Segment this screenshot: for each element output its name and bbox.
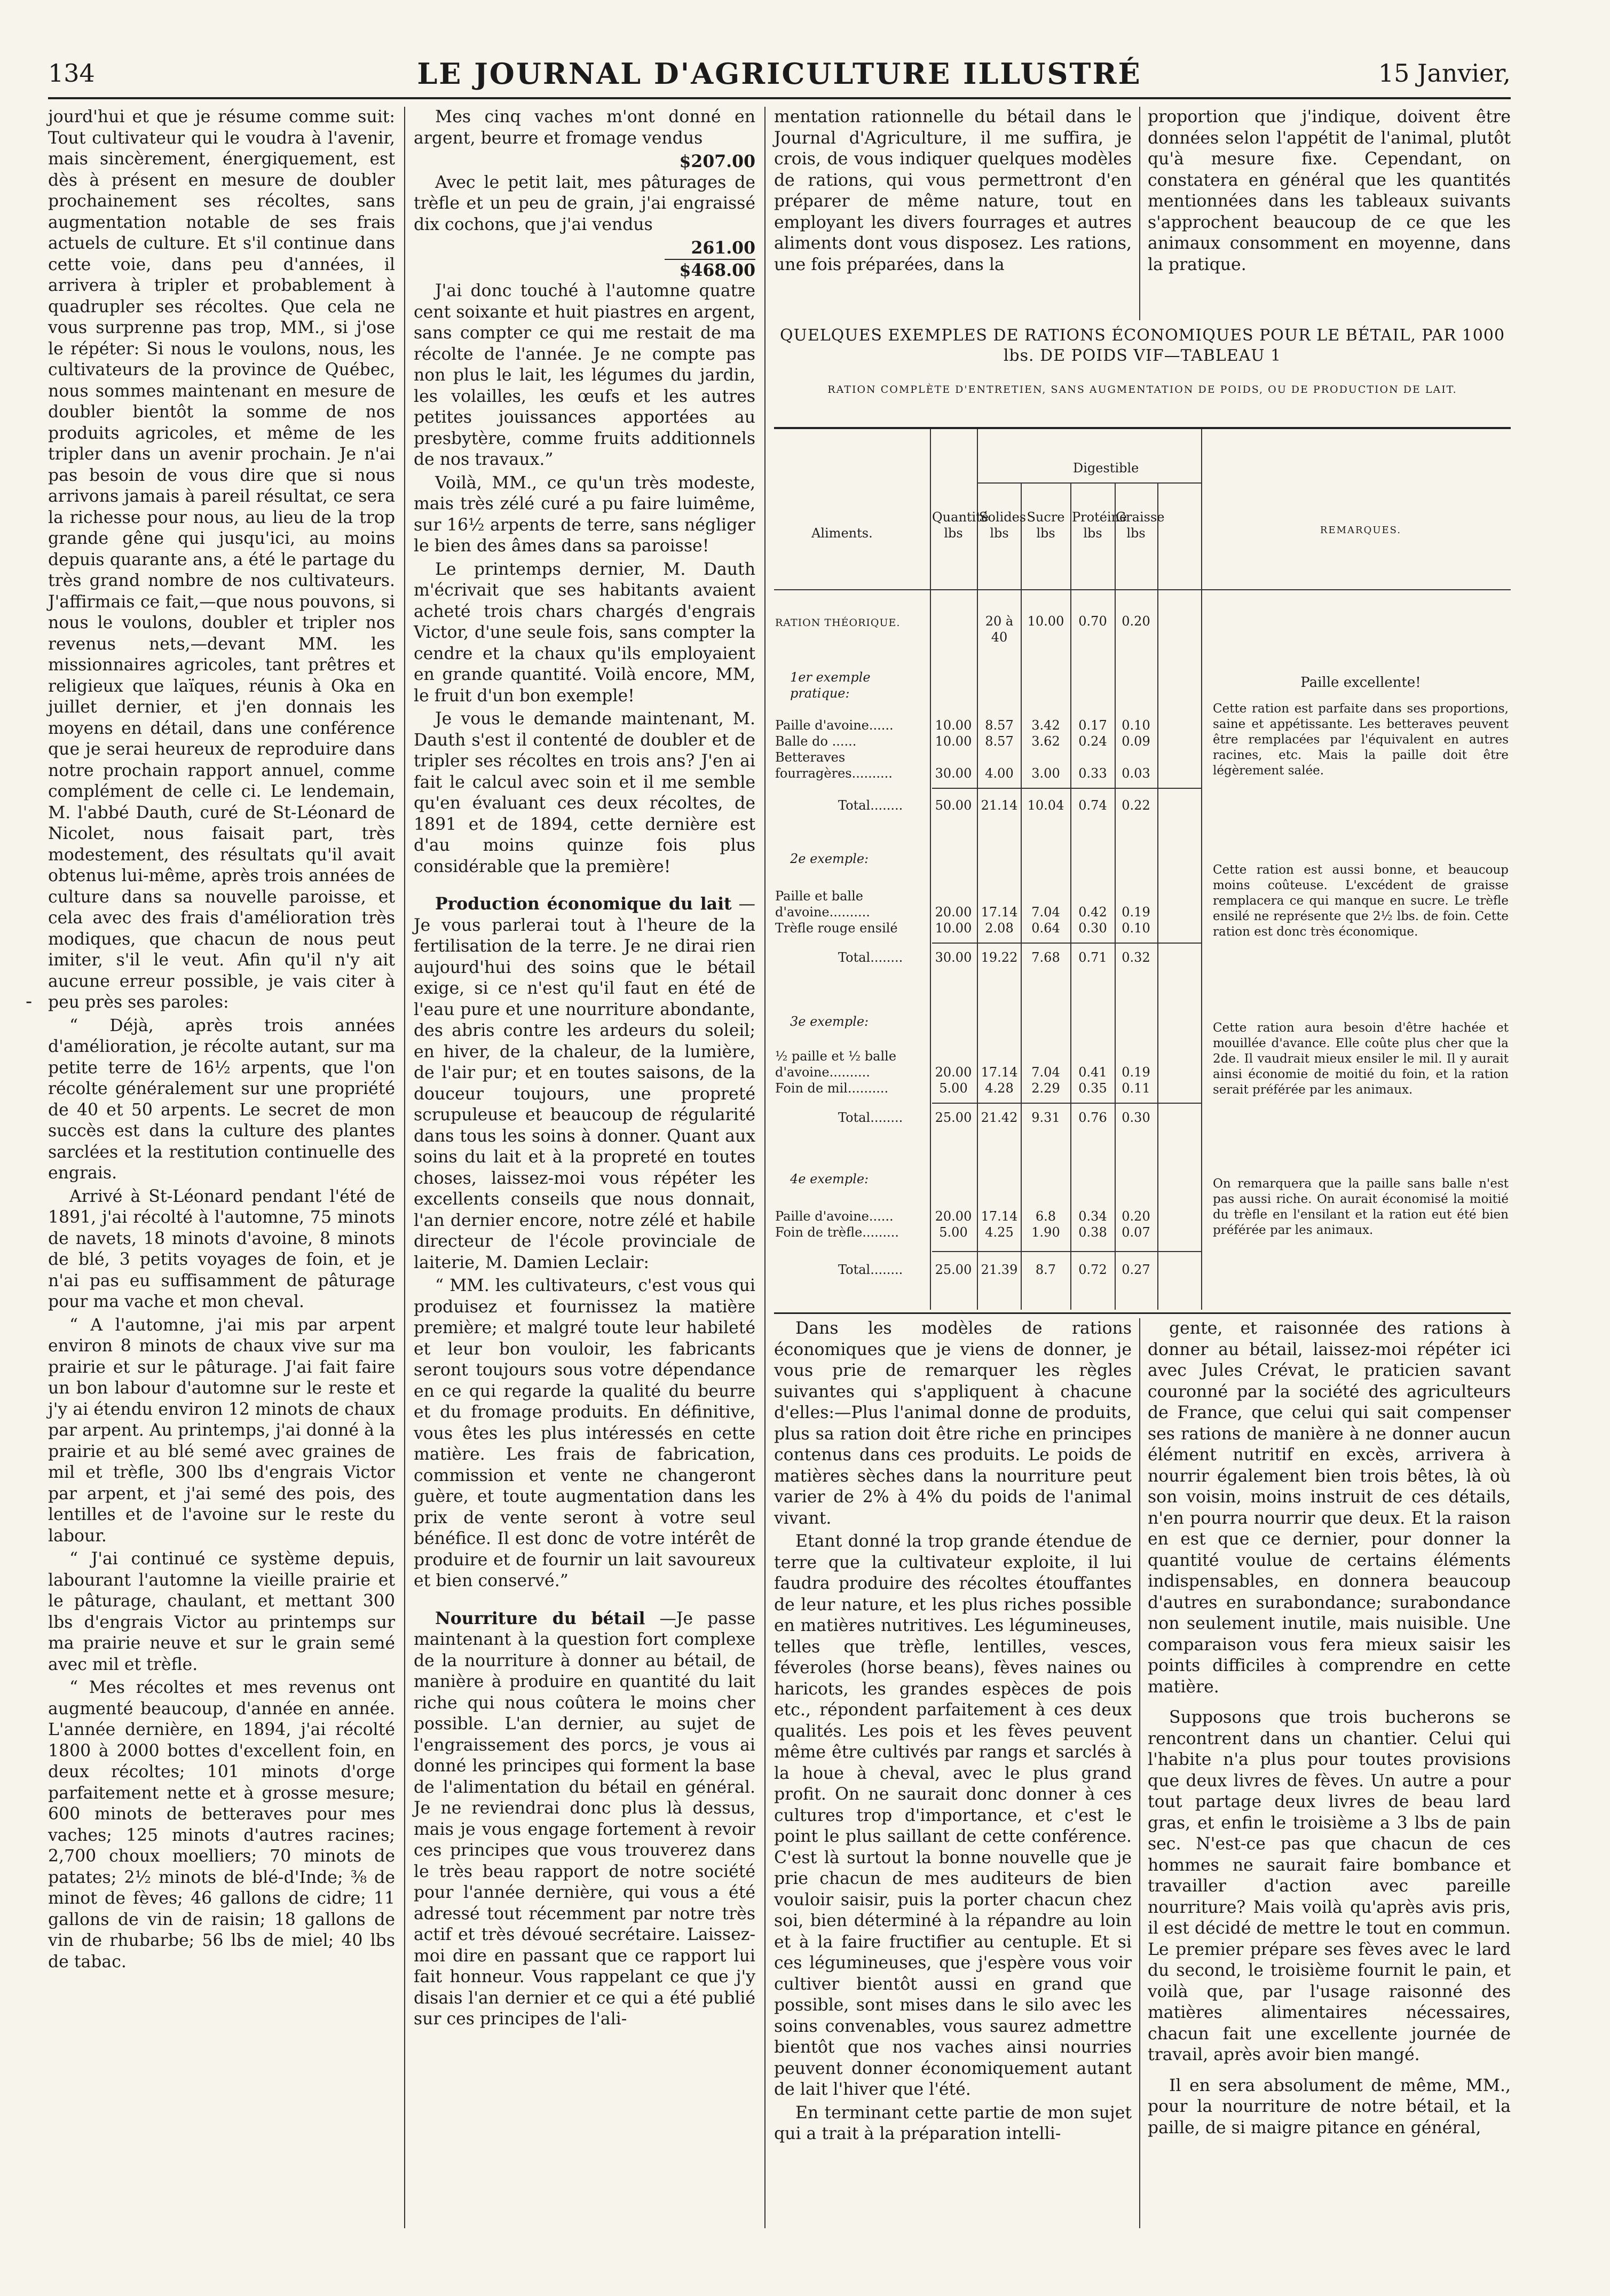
theory-label: RATION THÉORIQUE. — [775, 617, 901, 629]
paragraph: Etant donné la trop grande étendue de terre que la cultivateur exploite, il lui faudra produire des récoltes étouffantes de leur nature, et les plus riches possible en matières nutritives. Les légumineuses, telles que trèfle, lentilles, vesces, féveroles (horse beans), fèves naines ou haricots, les grandes espèces de pois etc., répondent parfaitement à ces deux qualités. Les pois et les fèves peuvent même être cultivés par rangs et sarclés à la houe à cheval, avec le plus grand profit. On ne saurait donc donner à ces cultures trop d'importance, et c'est le point le plus saillant de cette conférence. C'est là surtout la bonne nouvelle que je prie chacun de mes auditeurs de bien vouloir saisir, puis la porter chacun chez soi, bien déterminé à la répandre au loin et à la faire fructifier au centuple. Et si ces légumineuses, que j'espère vous voir cultiver bientôt aussi en grand que possible, sont mises dans le silo avec les soins convenables, vous saurez admettre bientôt que nos vaches ainsi nourries peuvent donner économiquement autant de lait l'hiver que l'été. — [774, 1532, 1132, 2099]
amount-line: 261.00 — [691, 238, 755, 258]
example-label: 3e exemple: — [790, 1014, 869, 1029]
paragraph: En terminant cette partie de mon sujet qui a trait à la préparation intelli- — [774, 2103, 1132, 2143]
paragraph: Production économique du lait —Je vous parlerai tout à l'heure de la fertilisation de la terre. Je ne dirai rien aujourd'hui des soins que le bétail exige, si ce n'est qu'il faut en été de l'eau pure et une nourriture abondante, des abris contre les ardeurs du soleil; en hiver, de la chaleur, de la lumière, de l'air pur; et en toutes saisons, de la douceur toujours, une propreté scrupuleuse et beaucoup de régularité dans tous les soins à donner. Quant aux soins du lait et à la propreté en toutes choses, laissez-moi vous répéter les excellents conseils que nous donnait, l'an dernier encore, notre zélé et habile directeur de l'école provinciale de laiterie, M. Damien Leclair: — [414, 894, 756, 1272]
table-title: QUELQUES EXEMPLES DE RATIONS ÉCONOMIQUES POUR LE BÉTAIL, PAR 1000 lbs. DE POIDS VIF—TABLEAU 1 — [779, 326, 1505, 365]
example-label: 2e exemple: — [790, 851, 869, 866]
column-1 — [48, 107, 395, 1975]
remark: On remarquera que la paille sans balle n'est pas aussi riche. On aurait économisé la moitié du trèfle en l'ensilant et la ration eut été bien préférée par les animaux. — [1213, 1177, 1509, 1237]
header-remarques: REMARQUES. — [1320, 525, 1402, 536]
header-rule — [48, 97, 1511, 99]
column-4-bottom — [1148, 1318, 1511, 2141]
header-quantite: Quantité lbs — [932, 510, 989, 541]
column-4-top — [1148, 107, 1511, 278]
page-header — [48, 48, 1511, 91]
paragraph: “ Mes récoltes et mes revenus ont augmenté beaucoup, d'année en année. L'année dernière, en 1894, j'ai récolté 1800 à 2000 bottes d'excellent foin, en deux récoltes; 101 minots d'orge parfaitement nette et à grosse mesure; 600 minots de betteraves pour mes vaches; 125 minots d'autres racines; 2,700 choux moelliers; 70 minots de patates; 2½ minots de blé-d'Inde; ⅜ de minot de fèves; 46 gallons de cidre; 11 gallons de vin de raisin; 18 gallons de vin de rhubarbe; 56 lbs de miel; 40 lbs de tabac. — [48, 1678, 395, 1972]
paragraph: Je vous le demande maintenant, M. Dauth s'est il contenté de doubler et de tripler ses récoltes en trois ans? J'en ai fait le calcul avec soin et il me semble qu'en évaluant ces deux récoltes, de 1891 et de 1894, cette dernière est d'au moins quinze fois plus considérable que la première! — [414, 709, 755, 876]
amount-line: $207.00 — [679, 152, 755, 171]
example-label: 1er exemple pratique: — [790, 670, 871, 701]
column-2 — [414, 107, 755, 2032]
header-proteine: Protéine lbs — [1072, 510, 1127, 541]
paragraph: “ A l'automne, j'ai mis par arpent environ 8 minots de chaux vive sur ma prairie et sur le pâturage. J'ai fait faire un bon labour d'automne sur le reste et j'y ai étendu environ 12 minots de chaux par arpent. Au printemps, j'ai donné à la prairie et au blé semé avec graines de mil et trèfle, 300 lbs d'engrais Victor par arpent, et j'ai semé des pois, des lentilles et de l'avoine sur le reste du labour. — [48, 1315, 395, 1546]
paragraph: “ J'ai continué ce système depuis, labourant l'automne la vieille prairie et le pâturage, chaulant, et mettant 300 lbs d'engrais Victor au printemps sur ma prairie neuve et sur le grain semé avec mil et trèfle. — [48, 1549, 395, 1674]
remark: Cette ration aura besoin d'être hachée et mouillée d'avance. Elle coûte plus cher que la 2de. Il vaudrait mieux ensiler le mil. Il y aurait ainsi économie de moitié du foin, et la ration serait préférée par les animaux. — [1213, 1021, 1509, 1097]
column-3-top — [774, 107, 1132, 278]
remark: Cette ration est parfaite dans ses proportions, saine et appétissante. Les betteraves peuvent être remplacées par l'équivalent en autres racines, etc. Mais la paille doit être légèrement salée. — [1213, 702, 1509, 778]
header-digestible: Digestible — [1073, 461, 1139, 476]
column-divider — [764, 107, 765, 2228]
paragraph: J'ai donc touché à l'automne quatre cent soixante et huit piastres en argent, sans compter ce qui me restait de ma récolte de l'année. Je ne compte pas non plus le lait, les légumes du jardin, les volailles, les œufs et les autres petites jouissances apportées au presbytère, comme fruits additionnels de nos travaux.” — [414, 281, 755, 469]
column-3-bottom — [774, 1318, 1132, 2147]
paragraph: “ MM. les cultivateurs, c'est vous qui produisez et fournissez la matière première; et malgré toute leur habileté et leur bon vouloir, les fabricants seront toujours sous votre dépendance en ce qui regarde la qualité du beurre et du fromage produits. En définitive, vous êtes les plus intéressés en cette matière. Les frais de fabrication, commission et vente ne changeront guère, et toute augmentation dans les prix de vente seront à votre seul bénéfice. Il est donc de votre intérêt de produire et de fournir un lait savoureux et bien conservé.” — [414, 1276, 755, 1590]
paragraph: mentation rationnelle du bétail dans le Journal d'Agriculture, il me suffira, je crois, de vous indiquer quelques modèles de rations, qui vous permettront d'en préparer de même nature, tout en employant les divers fourrages et autres aliments dont vous disposez. Les rations, une fois préparées, dans la — [774, 107, 1132, 274]
example-label: 4e exemple: — [790, 1171, 869, 1186]
table-subtitle: RATION COMPLÈTE D'ENTRETIEN, SANS AUGMENTATION DE POIDS, OU DE PRODUCTION DE LAIT. — [827, 384, 1457, 395]
paragraph: Le printemps dernier, M. Dauth m'écrivait que ses habitants avaient acheté trois chars chargés d'engrais Victor, d'une seule fois, sans compter la cendre et la chaux qu'ils employaient en grande quantité. Voilà encore, MM, le fruit d'un bon exemple! — [414, 559, 755, 706]
paragraph: Mes cinq vaches m'ont donné en argent, beurre et fromage vendus — [414, 107, 755, 148]
paragraph: Voilà, MM., ce qu'un très modeste, mais très zélé curé a pu faire luimême, sur 16½ arpents de terre, sans négliger le bien des âmes dans sa paroisse! — [414, 473, 755, 556]
paragraph: Avec le petit lait, mes pâturages de trèfle et un peu de grain, j'ai engraissé dix cochons, que j'ai vendus — [414, 172, 755, 234]
remark: Cette ration est aussi bonne, et beaucoup moins coûteuse. L'excédent de graisse remplacera ce qui manque en sucre. Le trèfle ensilé ne représente que 2½ lbs. de foin. Cette ration est donc très économique. — [1213, 863, 1509, 939]
issue-date: 15 Janvier, — [1378, 59, 1511, 88]
paragraph: Arrivé à St-Léonard pendant l'été de 1891, j'ai récolté à l'automne, 75 minots de navets, 18 minots d'avoine, 8 minots de blé, 3 petits voyages de foin, et je n'ai pas eu suffisamment de pâturage pour ma vache et mon cheval. — [48, 1186, 395, 1311]
header-solides: Solides lbs — [979, 510, 1027, 541]
ration-table: Digestible Aliments. Quantité lbs Solides lbs Sucre lbs Protéine lbs Graisse lbs REMARQUES. RATION THÉORIQUE. 20 à 40 10.00 0.70 0.20 1er exemple pratique: Paille d'avoine...... 10.00 8.57 3.42 0.17 0.10 Balle do ...... 10.00 8.57 3.62 0.24 0.09 Betteraves fourragères.......... 30.00 4.00 3.00 0.33 0.03 Total........ 50.00 21.14 10.04 0.74 0.22 Paille excellente! Cette ration est parfaite dans ses proportions, saine et appétissante. Les betteraves peuvent être remplacées par l'équivalent en autres racines, etc. Mais la paille doit être légèrement salée. 2e exemple: Paille et balle d'avoine.......... 20.00 17.14 7.04 0.42 0.19 Trèfle rouge ensilé 10.00 2.08 0.64 0.30 0.10 Total........ 30.00 19.22 7.68 0.71 0.32 Cette ration est aussi bonne, et beaucoup moins coûteuse. L'excédent de graisse remplacera ce qui manque en sucre. Le trèfle ensilé ne représente que 2½ lbs. de foin. Cette ration est donc très économique. 3e exemple: ½ paille et ½ balle d'avoine.......... 20.00 17.14 7.04 0.41 0.19 Foin de mil.......... 5.00 4.28 2.29 0.35 0.11 Total........ 25.00 21.42 9.31 0.76 0.30 Cette ration aura besoin d'être hachée et mouillée d'avance. Elle coûte plus cher que la 2de. Il vaudrait mieux ensiler le mil. Il y aurait ainsi économie de moitié du foin, et la ration serait préférée par les animaux. 4e exemple: Paille d'avoine...... 20.00 17.14 6.8 0.34 0.20 Foin de trèfle......... 5.00 4.25 1.90 0.38 0.07 Total........ 25.00 21.39 8.7 0.72 0.27 On remarquera que la paille sans balle n'est pas aussi riche. On aurait économisé la moitié du trèfle en l'ensilant et la ration eut été bien préférée par les animaux. — [774, 427, 1511, 1314]
header-aliments: Aliments. — [811, 526, 873, 541]
paragraph: “ Déjà, après trois années d'amélioration, je récolte autant, sur ma petite terre de 16½ arpents, que l'on récolte généralement sur une propriété de 40 et 50 arpents. Le secret de mon succès est dans la culture des plantes sarclées et la restitution continuelle des engrais. — [48, 1016, 395, 1183]
margin-mark: - — [26, 991, 33, 1012]
paragraph: Dans les modèles de rations économiques que je viens de donner, je vous prie de remarquer les règles suivantes qui s'appliquent à chacune d'elles:—Plus l'animal donne de produits, plus sa ration doit être riche en principes contenus dans ces produits. Le poids de matières sèches dans la nourriture peut varier de 2% à 4% du poids de l'animal vivant. — [774, 1319, 1132, 1528]
header-graisse: Graisse lbs — [1116, 510, 1165, 541]
column-divider — [404, 107, 405, 2228]
paragraph: Il en sera absolument de même, MM., pour la nourriture de notre bétail, et la paille, de si maigre pitance en général, — [1148, 2076, 1511, 2137]
section-title: Production économique du lait — [435, 894, 732, 914]
journal-title: LE JOURNAL D'AGRICULTURE ILLUSTRÉ — [417, 57, 1142, 91]
paragraph: gente, et raisonnée des rations à donner au bétail, laissez-moi répéter ici avec Jules Crévat, le praticien savant couronné par la société des agriculteurs de France, que celui qui sait compenser ses rations de manière à ne donner aucun élément nutritif en excès, arrivera à nourrir également bien trois bêtes, là où son voisin, moins instruit de ces détails, n'en pourra nourrir que deux. Et la raison en est que ce dernier, pour donner la quantité voulue de certains éléments indispensables, en donnera beaucoup d'autres en surabondance; surabondance non seulement inutile, mais nuisible. Une comparaison vous fera mieux saisir les points difficiles à comprendre en cette matière. — [1148, 1319, 1511, 1697]
section-title: Nourriture du bétail — [435, 1608, 645, 1628]
remark-title: Paille excellente! — [1300, 675, 1421, 691]
paragraph: proportion que j'indique, doivent être données selon l'appétit de l'animal, plutôt qu'à mesure fixe. Cependant, on constatera en général que les quantités mentionnées dans les tableaux suivants s'approchent beaucoup de ce que les animaux consomment en moyenne, dans la pratique. — [1148, 107, 1511, 274]
paragraph: Nourriture du bétail —Je passe maintenant à la question fort complexe de la nourriture à donner au bétail, de manière à produire en quantité du lait riche qui nous coûtera le moins cher possible. L'an dernier, au sujet de l'engraissement des porcs, je vous ai donné les principes qui forment la base de l'alimentation du bétail en général. Je ne reviendrai donc plus là dessus, mais je vous engage fortement à revoir ces principes que vous trouverez dans le très beau rapport de notre société pour l'année dernière, qui vous a été adressé tout récemment par notre très actif et très dévoué secrétaire. Laissez-moi dire en passant que ce rapport lui fait honneur. Vous rappelant ce que j'y disais l'an dernier et ce qui a été publié sur ces principes de l'ali- — [414, 1608, 755, 2029]
page-number: 134 — [48, 59, 95, 88]
paragraph: Supposons que trois bucherons se rencontrent dans un chantier. Celui qui l'habite n'a plus pour toutes provisions que deux livres de fèves. Un autre a pour tout partage deux livres de beau lard gras, et enfin le troisième a 3 lbs de pain sec. N'est-ce pas que chacun de ces hommes ne saurait faire bombance et travailler d'action avec pareille nourriture? Mais voilà qu'après avis pris, il est décidé de mettre le tout en commun. Le premier prépare ses fèves avec le lard du second, le troisième fournit le pain, et voilà que, par l'usage raisonné des matières alimentaires nécessaires, chacun fait une excellente journée de travail, après avoir bien mangé. — [1148, 1708, 1511, 2064]
amount-total: $468.00 — [665, 259, 755, 281]
column-divider — [1139, 107, 1140, 320]
paragraph: jourd'hui et que je résume comme suit: Tout cultivateur qui le voudra à l'avenir, mais sincèrement, énergiquement, est dès à présent en mesure de doubler prochainement ses récoltes, sans augmentation notable de ses frais actuels de culture. Et s'il continue dans cette voie, dans peu d'années, il arrivera à tripler et probablement à quadrupler ses récoltes. Que cela ne vous surprenne pas trop, MM., si j'ose le répéter: Si nous le voulons, nous, les cultivateurs de la province de Québec, nous sommes maintenant en mesure de doubler bientôt la somme de nos produits agricoles, et même de les tripler dans un avenir prochain. Je n'ai pas besoin de vous dire que si nous arrivons jamais à pareil résultat, ce sera la richesse pour nous, au lieu de la trop grande gêne qui jusqu'ici, au moins depuis quarante ans, a été le partage du très grand nombre de nos cultivateurs. J'affirmais ce fait,—que nous pouvons, si nous le voulons, doubler et tripler nos revenus nets,—devant MM. les missionnaires agricoles, tant prêtres et religieux que laïques, réunis à Oka en juillet dernier, et j'en donnais les moyens en détail, dans une conférence que je serai heureux de reproduire dans notre prochain rapport annuel, comme complément de celle ci. Le lendemain, M. l'abbé Dauth, curé de St-Léonard de Nicolet, nous faisait part, très modestement, des résultats qu'il avait obtenus lui-même, après trois années de culture dans sa nouvelle paroisse, et cela avec des frais d'amélioration très modiques, que chacun de nous peut imiter, s'il le veut. Afin qu'il n'y ait aucune erreur possible, je vais citer à peu près ses paroles: — [48, 107, 395, 1012]
header-sucre: Sucre lbs — [1027, 510, 1065, 541]
column-divider — [1139, 1318, 1140, 2228]
